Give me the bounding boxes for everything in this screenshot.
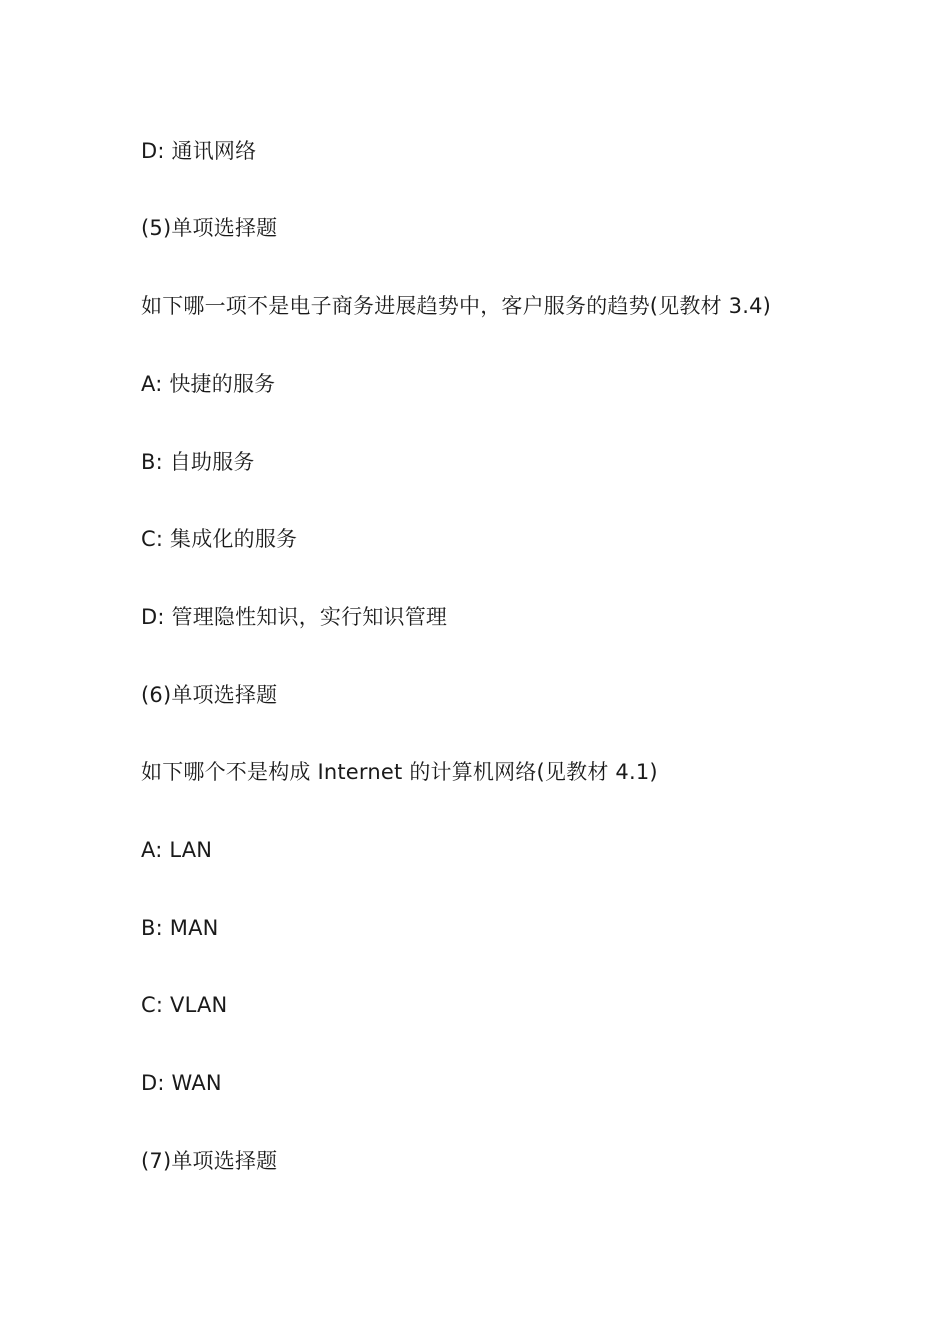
option-b-q6: B: MAN <box>141 916 219 940</box>
question-5-header: (5)单项选择题 <box>141 216 278 240</box>
option-d-q6: D: WAN <box>141 1071 222 1095</box>
option-c-q5: C: 集成化的服务 <box>141 527 298 551</box>
question-6-header: (6)单项选择题 <box>141 683 278 707</box>
option-d-q5: D: 管理隐性知识，实行知识管理 <box>141 605 448 629</box>
option-c-q6: C: VLAN <box>141 993 228 1017</box>
option-a-q5: A: 快捷的服务 <box>141 372 276 396</box>
question-5-text: 如下哪一项不是电子商务进展趋势中，客户服务的趋势(见教材 3.4) <box>141 294 772 318</box>
option-d-q4: D: 通讯网络 <box>141 139 257 163</box>
question-7-header: (7)单项选择题 <box>141 1149 278 1173</box>
option-b-q5: B: 自助服务 <box>141 450 255 474</box>
option-a-q6: A: LAN <box>141 838 213 862</box>
question-6-text: 如下哪个不是构成 Internet 的计算机网络(见教材 4.1) <box>141 760 658 784</box>
